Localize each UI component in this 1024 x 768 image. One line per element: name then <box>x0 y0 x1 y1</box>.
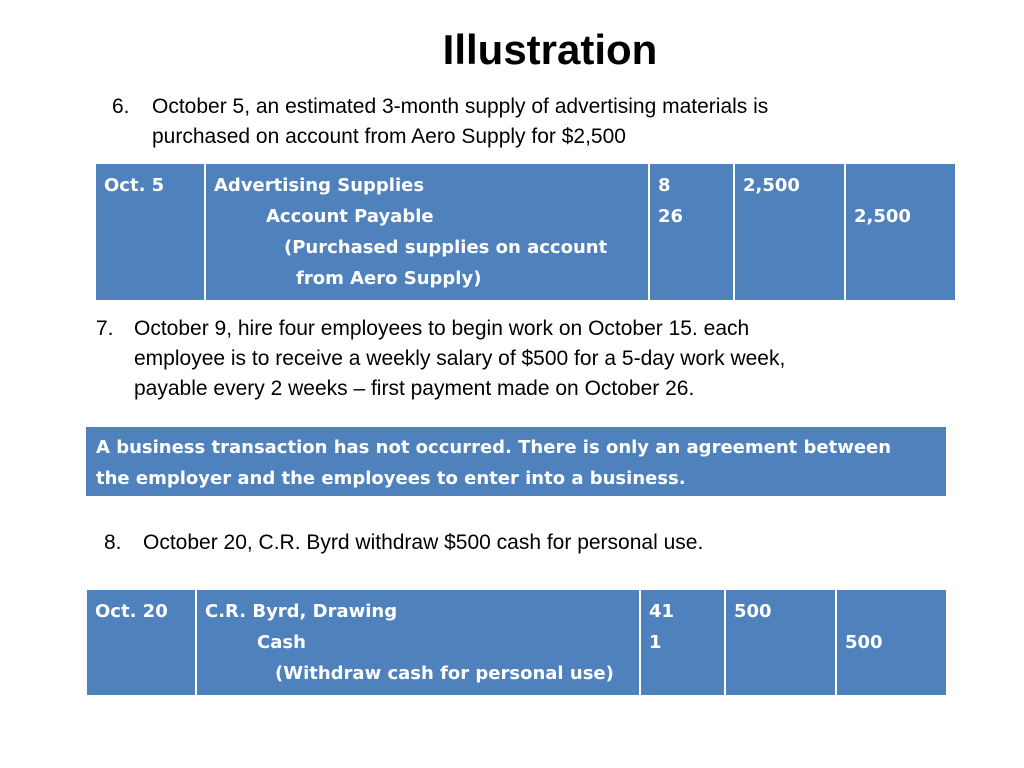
entry-date: Oct. 20 <box>95 601 168 622</box>
journal-entry-oct-20 <box>85 588 948 697</box>
debit-amount: 2,500 <box>743 175 800 196</box>
item-text-line: October 20, C.R. Byrd withdraw $500 cash for personal use. <box>143 531 704 554</box>
journal-entry-oct-5 <box>94 162 957 302</box>
item-text-line: payable every 2 weeks – first payment made on October 26. <box>134 377 695 400</box>
credit-account: Account Payable <box>266 206 434 227</box>
item-7 <box>96 314 956 406</box>
entry-date: Oct. 5 <box>104 175 165 196</box>
credit-amount: 500 <box>845 632 883 653</box>
ref-debit: 41 <box>649 601 675 622</box>
item-text-line: October 5, an estimated 3-month supply of advertising materials is <box>152 95 769 118</box>
table-row <box>86 589 947 696</box>
date-cell <box>86 589 196 696</box>
item-text-line: October 9, hire four employees to begin work on October 15. each <box>134 317 750 340</box>
item-number: 6. <box>112 95 130 118</box>
slide-title: Illustration <box>442 26 658 73</box>
item-text-line: purchased on account from Aero Supply for $2,500 <box>152 125 626 148</box>
explanation-line: from Aero Supply) <box>296 268 482 289</box>
ref-credit: 26 <box>658 206 684 227</box>
debit-amount: 500 <box>734 601 772 622</box>
credit-account: Cash <box>257 632 306 653</box>
item-6 <box>112 92 932 154</box>
item-text-line: employee is to receive a weekly salary of $500 for a 5-day work week, <box>134 347 786 370</box>
credit-amount: 2,500 <box>854 206 911 227</box>
table-row <box>95 163 956 301</box>
ref-cell <box>640 589 725 696</box>
credit-cell <box>845 163 956 301</box>
debit-cell <box>725 589 836 696</box>
item-number: 8. <box>104 531 122 554</box>
debit-cell <box>734 163 845 301</box>
ref-debit: 8 <box>658 175 671 196</box>
item-text <box>143 528 703 558</box>
ref-credit: 1 <box>649 632 662 653</box>
explanation-line: (Withdraw cash for personal use) <box>275 663 614 684</box>
note-box <box>86 427 946 496</box>
item-text <box>152 92 768 152</box>
item-8 <box>104 528 904 560</box>
date-cell <box>95 163 205 301</box>
item-number: 7. <box>96 317 114 340</box>
credit-cell <box>836 589 947 696</box>
explanation-line: (Purchased supplies on account <box>284 237 608 258</box>
debit-account: Advertising Supplies <box>214 175 425 196</box>
note-line: the employer and the employees to enter into a business. <box>96 468 686 489</box>
debit-account: C.R. Byrd, Drawing <box>205 601 398 622</box>
account-cell <box>205 163 649 301</box>
item-text <box>134 314 785 404</box>
account-cell <box>196 589 640 696</box>
ref-cell <box>649 163 734 301</box>
note-line: A business transaction has not occurred. There is only an agreement between <box>96 437 892 458</box>
